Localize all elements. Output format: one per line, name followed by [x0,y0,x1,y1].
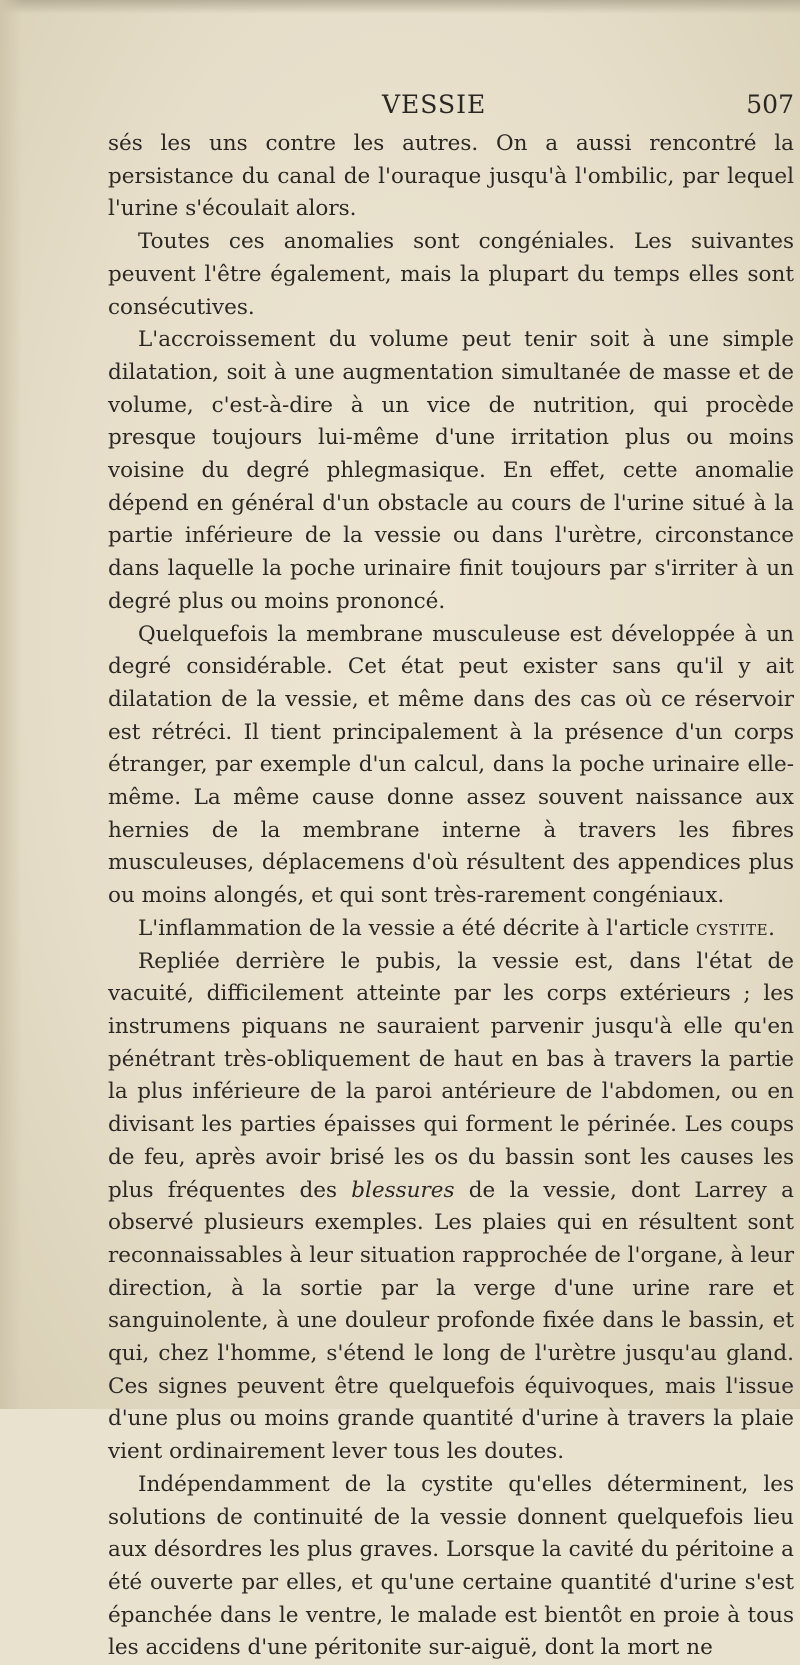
paragraph-3: L'accroissement du volume peut tenir soit à une simple dilatation, soit à une augmentation simultanée de masse et de volume, c'est-à-dire à un vice de nutrition, qui procède presque toujours lui-même d'une irritation plus ou moins voisine du degré phlegmasique. En effet, cette anomalie dépend en général d'un obstacle au cours de l'urine situé à la partie inférieure de la vessie ou dans l'urètre, circonstance dans laquelle la poche urinaire finit toujours par s'irriter à un degré plus ou moins prononcé. [108,327,794,614]
page-header [100,86,794,126]
paragraph-5-text: L'inflammation de la vessie a été décrite à l'article [138,915,697,941]
page-gutter-shadow [0,0,22,1409]
paragraph-1: sés les uns contre les autres. On a aussi rencontré la persistance du canal de l'ouraque jusqu'à l'ombilic, par lequel l'urine s'écoulait alors. [108,131,794,222]
paragraph-6-text-start: Repliée derrière le pubis, la vessie est, dans l'état de vacuité, difficilement atteinte par les corps extérieurs ; les instrumens piquans ne sauraient parvenir jusqu'à elle qu'en pénétrant très-obliquement de haut en bas à travers la partie la plus inférieure de la paroi antérieure de l'abdomen, ou en divisant les parties épaisses qui forment le périnée. Les coups de feu, après avoir brisé les os du bassin sont les causes les plus fréquentes des [108,948,794,1203]
paragraph-5-end: . [768,915,775,941]
page-number: 507 [746,90,794,119]
paragraph-5 [108,913,794,946]
running-head: VESSIE [382,90,487,119]
paragraph-6 [108,946,794,1469]
page-edge-shadow [0,0,800,14]
italic-term-blessures: blessures [351,1177,455,1203]
paragraph-7: Indépendamment de la cystite qu'elles déterminent, les solutions de continuité de la vessie donnent quelquefois lieu aux désordres les plus graves. Lorsque la cavité du péritoine a été ouverte par elles, et qu'une certaine quantité d'urine s'est épanchée dans le ventre, le malade est bientôt en proie à tous les accidens d'une péritonite sur-aiguë, dont la mort ne [108,1471,794,1661]
paragraph-6-text-end: de la vessie, dont Larrey a observé plusieurs exemples. Les plaies qui en résultent sont reconnaissables à leur situation rapprochée de l'organe, à leur direction, à la sortie par la verge d'une urine rare et sanguinolente, à une douleur profonde fixée dans le bassin, et qui, chez l'homme, s'étend le long de l'urètre jusqu'au gland. Ces signes peuvent être quelquefois équivoques, mais l'issue d'une plus ou moins grande quantité d'urine à travers la plaie vient ordinairement lever tous les doutes. [108,1177,794,1465]
body-text [108,128,794,1665]
paragraph-4: Quelquefois la membrane musculeuse est développée à un degré considérable. Cet état peut exister sans qu'il y ait dilatation de la vessie, et même dans des cas où ce réservoir est rétréci. Il tient principalement à la présence d'un corps étranger, par exemple d'un calcul, dans la poche urinaire elle-même. La même cause donne assez souvent naissance aux hernies de la membrane interne à travers les fibres musculeuses, déplacemens d'où résultent des appendices plus ou moins alongés, et qui sont très-rarement congéniaux. [108,621,794,909]
cross-reference-cystite: cystite [696,915,769,941]
paragraph-2: Toutes ces anomalies sont congéniales. Les suivantes peuvent l'être également, mais la plupart du temps elles sont consécutives. [108,229,794,320]
